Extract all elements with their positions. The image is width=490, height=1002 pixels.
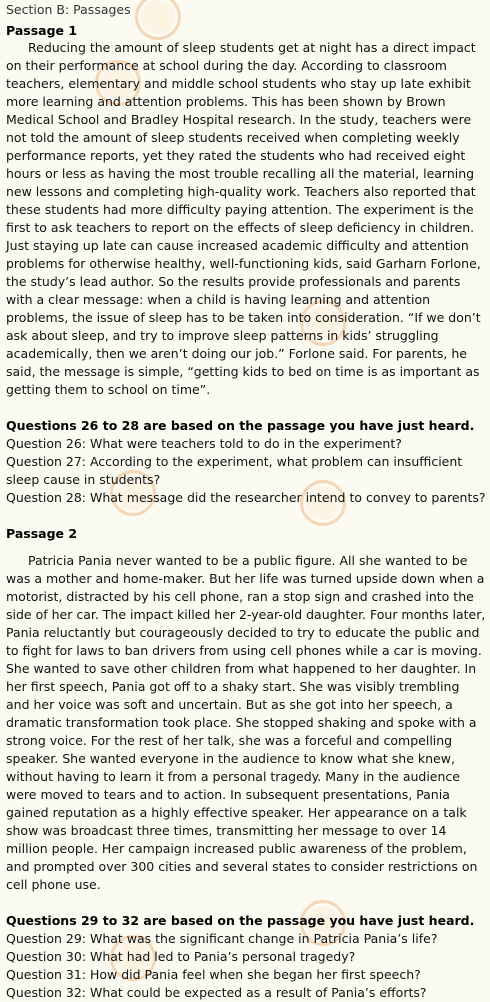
passage-2-title: Passage 2 <box>6 526 78 541</box>
section-title: Section B: Passages <box>6 2 131 17</box>
question-32: Question 32: What could be expected as a result of Pania’s efforts? <box>6 985 427 1000</box>
question-27: Question 27: According to the experiment, what problem can insufficient sleep cause in students? <box>6 454 463 487</box>
questions-26-28-header: Questions 26 to 28 are based on the passage you have just heard. <box>6 418 475 433</box>
question-30: Question 30: What had led to Pania’s personal tragedy? <box>6 949 356 964</box>
question-29: Question 29: What was the significant change in Patricia Pania’s life? <box>6 931 438 946</box>
document-page <box>6 2 486 1002</box>
question-28: Question 28: What message did the researcher intend to convey to parents? <box>6 490 486 505</box>
passage-2-text: Patricia Pania never wanted to be a public figure. All she wanted to be was a mother and home-maker. But her life was turned upside down when a motorist, distracted by his cell phone, ran a stop sign and crashed into the side of her car. The impact killed her 2-year-old daughter. Four months later, Pania reluctantly but courageously decided to try to educate the public and to fight for laws to ban drivers from using cell phones while a car is moving. She wanted to save other children from what happened to her daughter. In her first speech, Pania got off to a shaky start. She was visibly trembling and her voice was soft and uncertain. But as she got into her speech, a dramatic transformation took place. She stopped shaking and spoke with a strong voice. For the rest of her talk, she was a forceful and compelling speaker. She wanted everyone in the audience to know what she knew, without having to learn it from a personal tragedy. Many in the audience were moved to tears and to action. In subsequent presentations, Pania gained reputation as a highly effective speaker. Her appearance on a talk show was broadcast three times, transmitting her message to over 14 million people. Her campaign increased public awareness of the problem, and prompted over 300 cities and several states to consider restrictions on cell phone use. <box>6 553 486 892</box>
question-26: Question 26: What were teachers told to do in the experiment? <box>6 436 402 451</box>
passage-1-text: Reducing the amount of sleep students get at night has a direct impact on their performance at school during the day. According to classroom teachers, elementary and middle school students who stay up late exhibit more learning and attention problems. This has been shown by Brown Medical School and Bradley Hospital research. In the study, teachers were not told the amount of sleep students received when completing weekly performance reports, yet they rated the students who had received eight hours or less as having the most trouble recalling all the material, learning new lessons and completing high-quality work. Teachers also reported that these students had more difficulty paying attention. The experiment is the first to ask teachers to report on the effects of sleep deficiency in children. Just staying up late can cause increased academic difficulty and attention problems for otherwise healthy, well-functioning kids, said Garharn Forlone, the study’s lead author. So the results provide professionals and parents with a clear message: when a child is having learning and attention problems, the issue of sleep has to be taken into consideration. “If we don’t ask about sleep, and try to improve sleep patterns in kids’ struggling academically, then we aren’t doing our job.” Forlone said. For parents, he said, the message is simple, “getting kids to bed on time is as important as getting them to school on time”. <box>6 40 481 397</box>
questions-29-32-header: Questions 29 to 32 are based on the passage you have just heard. <box>6 913 475 928</box>
passage-1-title: Passage 1 <box>6 23 78 38</box>
question-31: Question 31: How did Pania feel when she began her first speech? <box>6 967 421 982</box>
